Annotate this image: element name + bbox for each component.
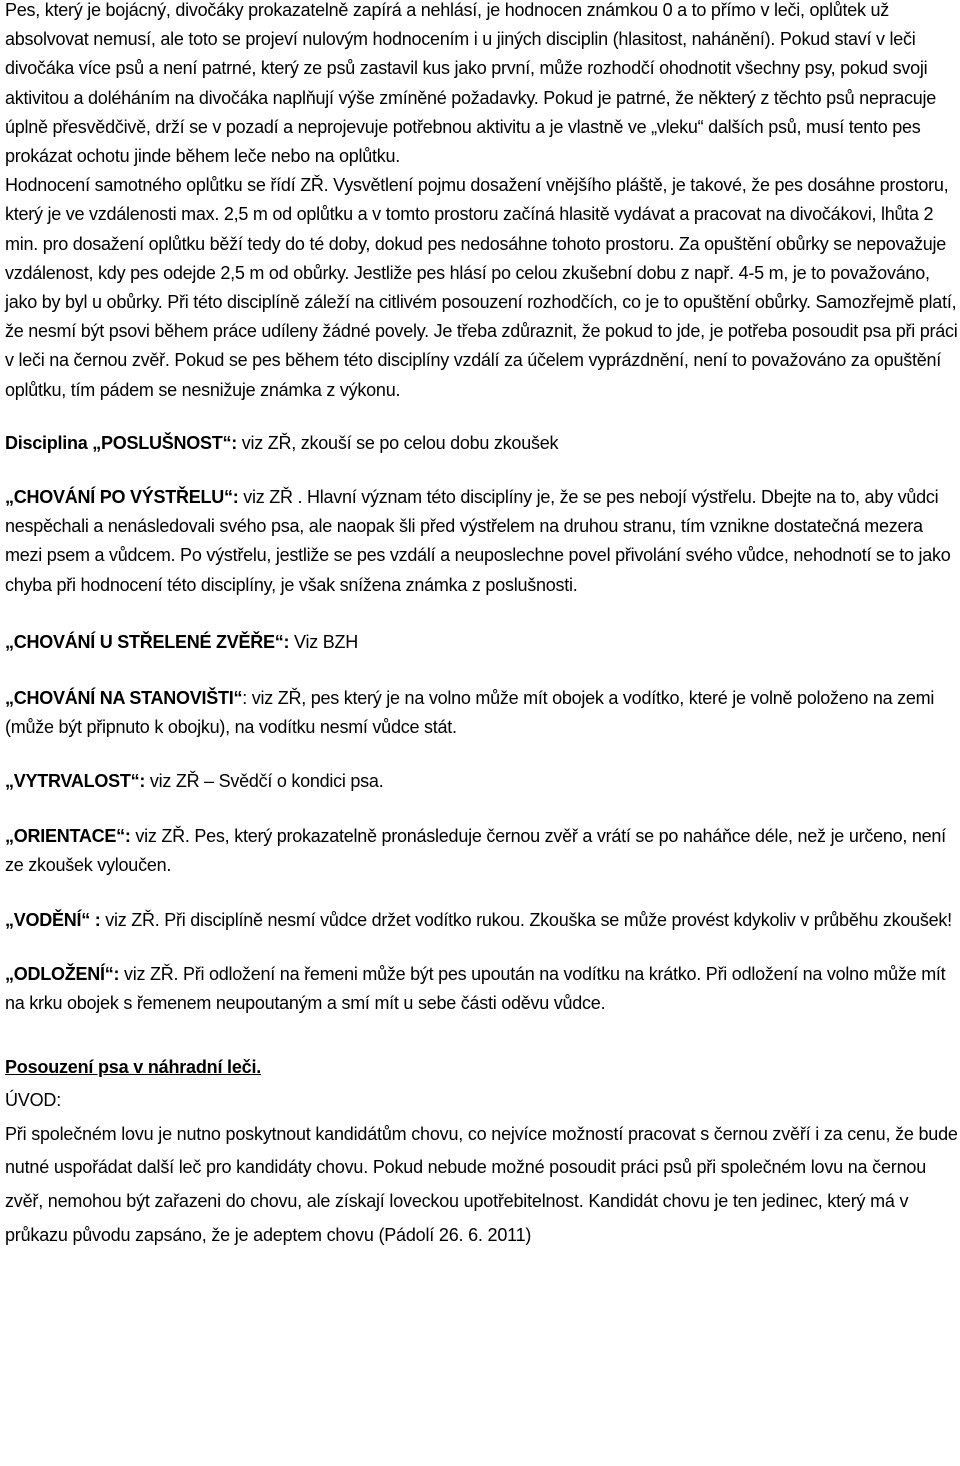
section-heading-chovani-po-vystrelu: „CHOVÁNÍ PO VÝSTŘELU“: — [5, 487, 239, 508]
section-heading-vytrvalost: „VYTRVALOST“: — [5, 771, 146, 792]
section-heading-chovani-na-stanovisti: „CHOVÁNÍ NA STANOVIŠTI“ — [5, 688, 243, 709]
section-heading-odlozeni: „ODLOŽENÍ“: — [5, 964, 120, 985]
section-text-chovani-po-vystrelu: viz ZŘ . Hlavní význam této disciplíny je, že se pes nebojí výstřelu. Dbejte na to, aby vůdci nespěchali a nenásledovali svého psa, ale naopak šli před výstřelem na druhou stranu, tím vznikne dostatečná mezera mezi psem a vůdcem. Po výstřelu, jestliže se pes vzdálí a neuposlechne povel přivolání svého vůdce, nehodnotí se to jako chyba při hodnocení této disciplíny, je však snížena známka z poslušnosti. — [5, 487, 951, 595]
section-text-orientace: viz ZŘ. Pes, který prokazatelně pronásleduje černou zvěř a vrátí se po naháňce déle, než je určeno, není ze zkoušek vyloučen. — [5, 825, 946, 875]
section-text-vytrvalost: viz ZŘ – Svědčí o kondici psa. — [145, 771, 384, 792]
section-label-uvod: ÚVOD: — [5, 1090, 62, 1111]
section-chovani-u-strelene-zvere — [5, 628, 959, 657]
document-page — [5, 0, 959, 1252]
paragraph-enclosure-evaluation-text: Hodnocení samotného oplůtku se řídí ZŘ. Vysvětlení pojmu dosažení vnějšího pláště, je takové, že pes dosáhne prostoru, který je ve vzdálenosti max. 2,5 m od oplůtku a v tomto prostoru začíná hlasitě vydávat a pracovat na divočákovi, lhůta 2 min. pro dosažení oplůtku běží tedy do té doby, dokud pes nedosáhne tohoto prostoru. Za opuštění obůrky se nepovažuje vzdálenost, kdy pes odejde 2,5 m od obůrky. Jestliže pes hlásí po celou zkušební dobu z např. 4-5 m, je to považováno, jako by byl u obůrky. Při této disciplíně záleží na citlivém posouzení rozhodčích, co je to opuštění obůrky. Samozřejmě platí, že nesmí být psovi během práce udíleny žádné povely. Je třeba zdůraznit, že pokud to jde, je potřeba posoudit psa při práci v leči na černou zvěř. Pokud se pes během této disciplíny vzdálí za účelem vyprázdnění, není to považováno za opuštění oplůtku, tím pádem se nesnižuje známka z výkonu. — [5, 175, 958, 400]
section-heading-chovani-u-strelene-zvere: „CHOVÁNÍ U STŘELENÉ ZVĚŘE“: — [5, 631, 290, 652]
section-vytrvalost — [5, 767, 959, 796]
section-chovani-po-vystrelu — [5, 483, 959, 600]
section-odlozeni — [5, 960, 959, 1018]
section-text-odlozeni: viz ZŘ. Při odložení na řemeni může být pes upoután na vodítku na krátko. Při odložení na volno může mít na krku obojek s řemenem neupoutaným a smí mít u sebe části oděvu vůdce. — [5, 964, 946, 1014]
paragraph-boar-work-text: Pes, který je bojácný, divočáky prokazatelně zapírá a nehlásí, je hodnocen známkou 0 a to přímo v leči, oplůtek už absolvovat nemusí, ale toto se projeví nulovým hodnocením i u jiných disciplin (hlasitost, nahánění). Pokud staví v leči divočáka více psů a není patrné, který ze psů zastavil kus jako první, může rozhodčí ohodnotit všechny psy, pokud svoji aktivitou a doléháním na divočáka naplňují výše zmíněné požadavky. Pokud je patrné, že některý z těchto psů nepracuje úplně přesvědčivě, drží se v pozadí a neprojevuje potřebnou aktivitu a je vlastně ve „vleku“ dalších psů, musí tento pes prokázat ochotu jinde během leče nebo na oplůtku. — [5, 0, 936, 167]
section-poslusnost — [5, 429, 959, 458]
section-heading-orientace: „ORIENTACE“: — [5, 825, 131, 846]
section-heading-poslusnost: Disciplina „POSLUŠNOST“: — [5, 432, 238, 453]
section-text-chovani-na-stanovisti: : viz ZŘ, pes který je na volno může mít obojek a vodítko, které je volně položeno na zemi (může být připnuto k obojku), na vodítku nesmí vůdce stát. — [5, 688, 935, 738]
section-chovani-na-stanovisti — [5, 684, 959, 742]
section-text-posouzeni: Při společném lovu je nutno poskytnout kandidátům chovu, co nejvíce možností pracovat s černou zvěří i za cenu, že bude nutné uspořádat další leč pro kandidáty chovu. Pokud nebude možné posoudit práci psů při společném lovu na černou zvěř, nemohou být zařazeni do chovu, ale získají loveckou upotřebitelnost. Kandidát chovu je ten jedinec, který má v průkazu původu zapsáno, že je adeptem chovu (Pádolí 26. 6. 2011) — [5, 1123, 958, 1245]
section-orientace — [5, 822, 959, 880]
section-posouzeni — [5, 1051, 959, 1253]
section-vodeni — [5, 906, 959, 935]
paragraph-boar-work — [5, 0, 959, 171]
section-text-vodeni: viz ZŘ. Při disciplíně nesmí vůdce držet vodítko rukou. Zkouška se může provést kdykoliv v průběhu zkoušek! — [100, 910, 952, 931]
section-heading-posouzeni: Posouzení psa v náhradní leči. — [5, 1056, 262, 1077]
section-text-poslusnost: viz ZŘ, zkouší se po celou dobu zkoušek — [237, 432, 559, 453]
section-text-chovani-u-strelene-zvere: Viz BZH — [289, 631, 358, 652]
section-heading-vodeni: „VODĚNÍ“ : — [5, 910, 101, 931]
paragraph-enclosure-evaluation — [5, 171, 959, 405]
